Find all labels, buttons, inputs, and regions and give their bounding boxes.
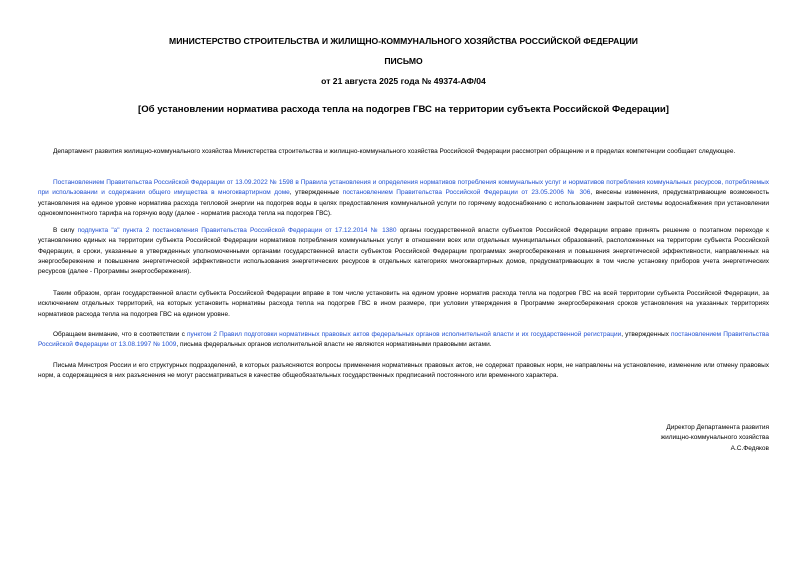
decree-1598-link[interactable]: Постановлением Правительства Российской Федерации от 13.09.2022 № 1598 в Правила установления и определения нормативов потребления коммунальных услуг и нормативов потребления коммунальных ресурсов, потребляемых при использовании и содержании общего имущества в многоквартирном доме xyxy=(38,179,769,197)
paragraph-3-text-b: органы государственной власти субъектов Российской Федерации вправе принять решение о поэтапном переходе к установлению единых на территории субъекта Российской Федерации нормативов потребления коммунальных услуг в отношении всех или отдельных муниципальных образований, расположенных на территории субъекта Российской Федерации, в сроки, указанные в утвержденных уполномоченными органами государственной власти субъектов Российской Федерации программах энергосбережения и повышения энергетической эффективности, направленных на энергосбережение и повышение энергетической эффективности использования энергетических ресурсов в отдельных категориях многоквартирных домов, предусматривающих в том числе установку приборов учета энергетических ресурсов (далее - Программы энергосбережения). xyxy=(38,227,769,276)
paragraph-1: Департамент развития жилищно-коммунального хозяйства Министерства строительства и жилищно-коммунального хозяйства Российской Федерации рассмотрел обращение и в пределах компетенции сообщает следующее. xyxy=(53,148,736,155)
decree-1009-link[interactable]: постановлением Правительства Российской Федерации от 13.08.1997 № 1009 xyxy=(38,331,769,349)
decree-306-link[interactable]: постановлением Правительства Российской Федерации от 23.05.2006 № 306 xyxy=(342,189,591,197)
paragraph-5-text-a: Обращаем внимание, что в соответствии с xyxy=(53,331,187,338)
signature-block xyxy=(661,423,769,454)
paragraph-5-text-b: , утвержденных xyxy=(621,331,672,338)
ministry-heading: МИНИСТЕРСТВО СТРОИТЕЛЬСТВА И ЖИЛИЩНО-КОММУНАЛЬНОГО ХОЗЯЙСТВА РОССИЙСКОЙ ФЕДЕРАЦИИ xyxy=(169,36,638,46)
paragraph-6: Письма Минстроя России и его структурных подразделений, в которых разъясняются вопросы применения нормативных правовых актов, не содержат правовых норм, не направлены на установление, изменение или отмену правовых норм, а содержащиеся в них разъяснения не могут рассматриваться в качестве общеобязательных государственных предписаний постоянного или временного характера. xyxy=(38,362,769,380)
paragraph-5-text-c: , письма федеральных органов исполнительной власти не являются нормативными правовыми актами. xyxy=(176,341,492,349)
signature-department: жилищно-коммунального хозяйства xyxy=(660,434,769,442)
date-number: от 21 августа 2025 года № 49374-АФ/04 xyxy=(321,76,486,86)
paragraph-2-text-b: , внесены изменения, предусматривающие возможность установления на единое уровне норматива расхода тепловой энергии на подогрев воды в целях предоставления коммунальной услуги по горячему водоснабжению с использованием закрытой системы водоснабжения при установлении однокомпонентного тарифа на горячую воду (далее - норматив расхода тепла на подогрев ГВС). xyxy=(38,189,770,217)
rules-point-2-link[interactable]: пунктом 2 Правил подготовки нормативных правовых актов федеральных органов исполнительной власти и их государственной регистрации xyxy=(186,331,622,338)
decree-1380-link[interactable]: подпункта "а" пункта 2 постановления Правительства Российской Федерации от 17.12.2014 № 1380 xyxy=(77,227,397,234)
paragraph-2 xyxy=(38,178,769,219)
paragraph-5 xyxy=(38,330,769,351)
paragraph-3 xyxy=(38,226,769,277)
paragraph-2-text-a: , утвержденные xyxy=(289,189,343,197)
signature-title: Директор Департамента развития xyxy=(666,424,769,431)
signature-name: А.С.Федяков xyxy=(730,444,769,452)
document-title: [Об установлении норматива расхода тепла на подогрев ГВС на территории субъекта Российской Федерации] xyxy=(138,104,669,115)
document-type: ПИСЬМО xyxy=(384,56,423,66)
paragraph-3-text-a: В силу xyxy=(53,227,78,234)
paragraph-4: Таким образом, орган государственной власти субъекта Российской Федерации вправе в том числе установить на едином уровне норматив расхода тепла на подогрев ГВС на всей территории субъекта Российской Федерации, за исключением отдельных территорий, на которых установить нормативы расхода тепла на подогрев ГВС в ином размере, при условии утверждения в Программе энергосбережения сроков установления на указанных территориях нормативов расхода тепла на подогрев ГВС на едином уровне. xyxy=(38,290,769,318)
